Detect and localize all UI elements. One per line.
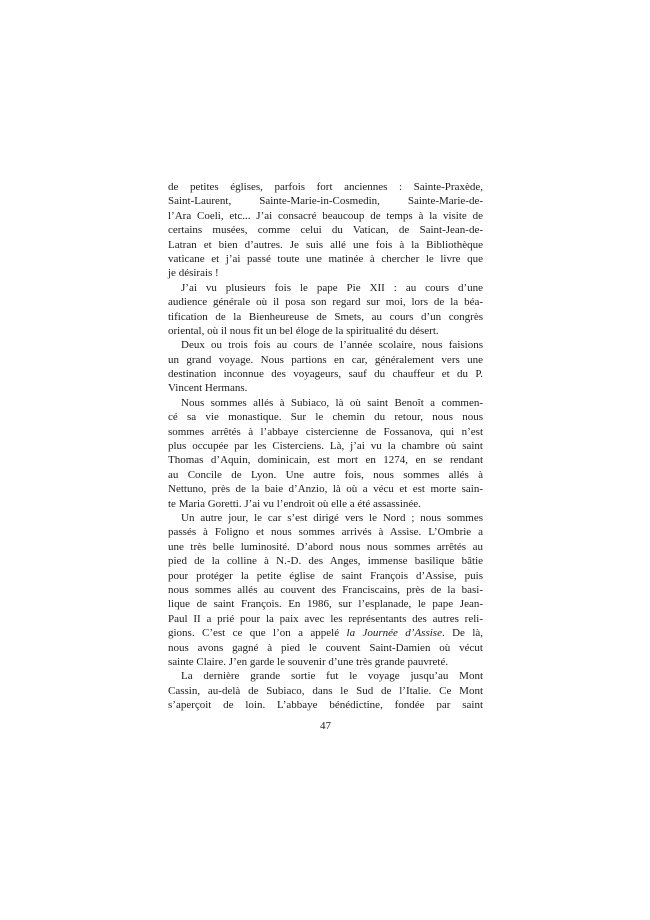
text-line: passés à Foligno et nous sommes arrivés à Assise. L’Ombrie a <box>168 526 483 539</box>
page-number: 47 <box>320 720 331 732</box>
text-line: sommes arrêtés à l’abbaye cistercienne de Fossanova, qui n’est <box>168 425 483 438</box>
text-block <box>168 180 483 712</box>
text-line: oriental, où il nous fit un bel éloge de la spiritualité du désert. <box>168 324 439 337</box>
text-line: tification de la Bienheureuse de Smets, au cours d’un congrès <box>168 310 483 323</box>
text-line: cé sa vie monastique. Sur le chemin du retour, nous nous <box>168 411 484 424</box>
text-line: Deux ou trois fois au cours de l’année scolaire, nous faisions <box>181 339 483 352</box>
text-line: destination inconnue des voyageurs, sauf du chauffeur et du P. <box>168 368 483 381</box>
text-line: lique de saint François. En 1986, sur l’esplanade, le pape Jean- <box>168 598 483 611</box>
text-line: plus occupée par les Cisterciens. Là, j’ai vu la chambre où saint <box>168 440 483 453</box>
text-line: Cassin, au-delà de Subiaco, dans le Sud de l’Italie. Ce Mont <box>168 684 483 697</box>
text-line: Vincent Hermans. <box>168 382 248 395</box>
text-line: La dernière grande sortie fut le voyage jusqu’au Mont <box>181 670 483 683</box>
text-line: te Maria Goretti. J’ai vu l’endroit où elle a été assassinée. <box>168 497 421 510</box>
text-line: Thomas d’Aquin, dominicain, est mort en 1274, en se rendant <box>168 454 483 467</box>
text-line: Nous sommes allés à Subiaco, là où saint Benoît a commen- <box>181 396 483 409</box>
text-line: Nettuno, près de la baie d’Anzio, là où a vécu et est morte sain- <box>168 483 483 496</box>
text-line: au Concile de Lyon. Une autre fois, nous sommes allés à <box>168 468 483 481</box>
text-line: Latran et bien d’autres. Je suis allé une fois à la Bibliothèque <box>168 238 483 251</box>
text-line: Un autre jour, le car s’est dirigé vers le Nord ; nous sommes <box>181 511 483 524</box>
text-line: gions. C’est ce que l’on a appelé la Journée d’Assise. De là, <box>168 627 484 640</box>
text-line: audience générale où il posa son regard sur moi, lors de la béa- <box>168 296 483 309</box>
text-line: vaticane et j’ai passé toute une matinée à chercher le livre que <box>168 252 483 265</box>
text-line: Paul II a prié pour la paix avec les représentants des autres reli- <box>168 612 483 625</box>
text-line: pour protéger la petite église de saint François d’Assise, puis <box>168 569 483 582</box>
text-line: un grand voyage. Nous partions en car, généralement vers une <box>168 353 483 366</box>
text-line: de petites églises, parfois fort anciennes : Sainte-Praxède, <box>168 181 483 193</box>
text-line: une très belle luminosité. D’abord nous nous sommes arrêtés au <box>168 540 483 553</box>
text-line: J’ai vu plusieurs fois le pape Pie XII : au cours d’une <box>181 281 483 294</box>
text-line: pied de la colline à N.-D. des Anges, immense basilique bâtie <box>168 555 484 568</box>
text-line: nous sommes allés au couvent des Franciscains, près de la basi- <box>168 583 483 596</box>
text-line: sainte Claire. J’en garde le souvenir d’une très grande pauvreté. <box>168 655 449 668</box>
text-line: s’aperçoit de loin. L’abbaye bénédictine, fondée par saint <box>168 699 483 712</box>
text-line: nous avons gagné à pied le couvent Saint-Damien où vécut <box>168 641 483 654</box>
text-line: certains musées, comme celui du Vatican, de Saint-Jean-de- <box>168 224 483 237</box>
text-line: l’Ara Coeli, etc... J’ai consacré beaucoup de temps à la visite de <box>168 209 483 222</box>
text-line: je désirais ! <box>168 267 219 280</box>
text-line: Saint-Laurent, Sainte-Marie-in-Cosmedin, Sainte-Marie-de- <box>168 195 483 208</box>
